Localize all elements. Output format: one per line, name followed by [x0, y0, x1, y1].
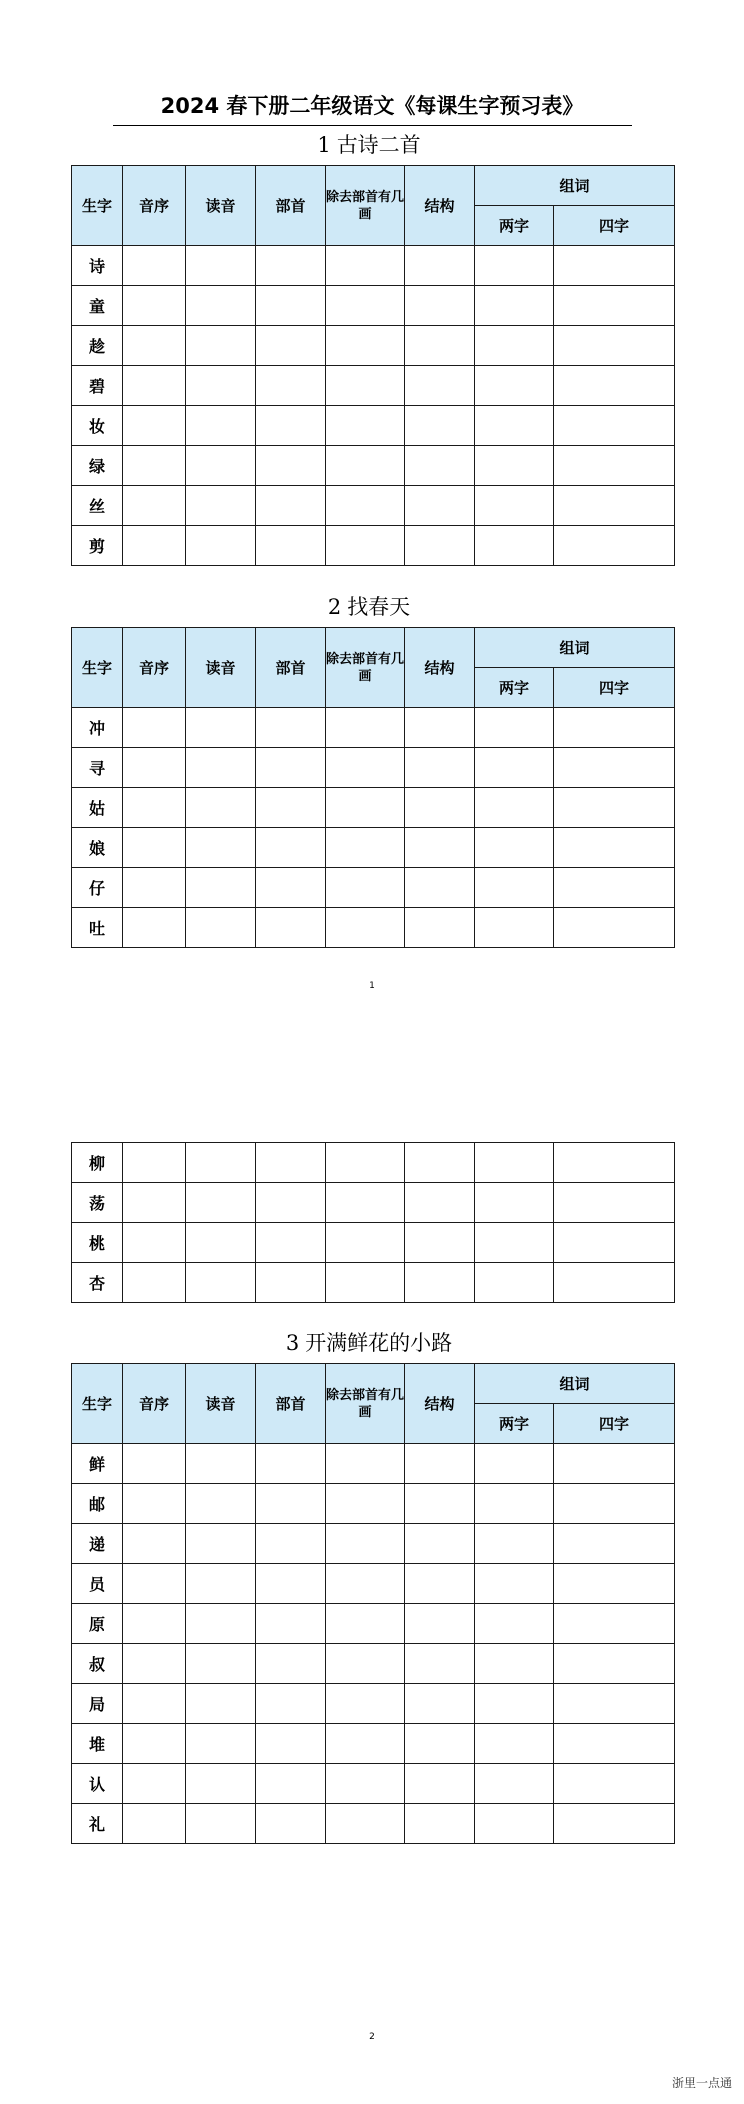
preview-table-1 [71, 165, 675, 566]
table-row [72, 1484, 675, 1524]
header-reading: 读音 [186, 628, 256, 708]
header-char: 生字 [72, 628, 123, 708]
table-row [72, 1564, 675, 1604]
char-cell: 诗 [72, 246, 123, 286]
header-four-char: 四字 [554, 1404, 675, 1444]
header-radical: 部首 [256, 1364, 326, 1444]
table-row [72, 788, 675, 828]
header-strokes: 除去部首有几画 [326, 1364, 405, 1444]
section-number: 3 [285, 1331, 300, 1355]
header-structure: 结构 [405, 166, 475, 246]
char-cell: 吐 [72, 908, 123, 948]
char-cell: 叔 [72, 1644, 123, 1684]
char-cell: 妆 [72, 406, 123, 446]
header-words: 组词 [475, 628, 675, 668]
section-number: 1 [317, 133, 331, 157]
table-row [72, 1764, 675, 1804]
table-row [72, 1223, 675, 1263]
table-row [72, 1644, 675, 1684]
char-cell: 姑 [72, 788, 123, 828]
header-reading: 读音 [186, 1364, 256, 1444]
table-row [72, 868, 675, 908]
table-row [72, 1263, 675, 1303]
char-cell: 局 [72, 1684, 123, 1724]
preview-table-2 [71, 627, 675, 948]
char-cell: 寻 [72, 748, 123, 788]
header-words: 组词 [475, 166, 675, 206]
section-name: 找春天 [347, 595, 411, 619]
table-row [72, 446, 675, 486]
table-row [72, 1684, 675, 1724]
page-number: 2 [369, 2032, 375, 2042]
header-sound-order: 音序 [123, 166, 186, 246]
header-char: 生字 [72, 166, 123, 246]
char-cell: 碧 [72, 366, 123, 406]
char-cell: 冲 [72, 708, 123, 748]
table-row [72, 1804, 675, 1844]
char-cell: 柳 [72, 1143, 123, 1183]
char-cell: 员 [72, 1564, 123, 1604]
char-cell: 娘 [72, 828, 123, 868]
char-cell: 趁 [72, 326, 123, 366]
section-3-title [0, 1330, 744, 1356]
section-1-title [0, 132, 744, 158]
header-reading: 读音 [186, 166, 256, 246]
table-row [72, 326, 675, 366]
page-number: 1 [369, 981, 375, 991]
table-row [72, 366, 675, 406]
header-radical: 部首 [256, 166, 326, 246]
char-cell: 礼 [72, 1804, 123, 1844]
char-cell: 杏 [72, 1263, 123, 1303]
table-row [72, 1143, 675, 1183]
char-cell: 桃 [72, 1223, 123, 1263]
table-row [72, 828, 675, 868]
header-four-char: 四字 [554, 668, 675, 708]
header-char: 生字 [72, 1364, 123, 1444]
char-cell: 荡 [72, 1183, 123, 1223]
header-structure: 结构 [405, 628, 475, 708]
table-row [72, 486, 675, 526]
table-row [72, 246, 675, 286]
watermark: 浙里一点通 [671, 2076, 732, 2090]
section-2-title [0, 594, 744, 620]
char-cell: 绿 [72, 446, 123, 486]
document-title: 2024 春下册二年级语文《每课生字预习表》 [160, 94, 584, 118]
char-cell: 仔 [72, 868, 123, 908]
char-cell: 堆 [72, 1724, 123, 1764]
header-sound-order: 音序 [123, 628, 186, 708]
table-row [72, 1724, 675, 1764]
header-two-char: 两字 [475, 668, 554, 708]
char-cell: 剪 [72, 526, 123, 566]
header-words: 组词 [475, 1364, 675, 1404]
table-row [72, 1524, 675, 1564]
table-row [72, 748, 675, 788]
char-cell: 鲜 [72, 1444, 123, 1484]
preview-table-3 [71, 1363, 675, 1844]
header-four-char: 四字 [554, 206, 675, 246]
section-name: 古诗二首 [336, 133, 421, 157]
header-strokes: 除去部首有几画 [326, 628, 405, 708]
table-row [72, 526, 675, 566]
header-structure: 结构 [405, 1364, 475, 1444]
table-row [72, 286, 675, 326]
table-row [72, 406, 675, 446]
char-cell: 认 [72, 1764, 123, 1804]
table-row [72, 708, 675, 748]
header-two-char: 两字 [475, 206, 554, 246]
table-row [72, 1183, 675, 1223]
header-strokes: 除去部首有几画 [326, 166, 405, 246]
char-cell: 丝 [72, 486, 123, 526]
header-two-char: 两字 [475, 1404, 554, 1444]
section-number: 2 [327, 595, 342, 619]
section-name: 开满鲜花的小路 [305, 1331, 453, 1355]
char-cell: 递 [72, 1524, 123, 1564]
header-radical: 部首 [256, 628, 326, 708]
table-row [72, 1604, 675, 1644]
table-row [72, 908, 675, 948]
header-sound-order: 音序 [123, 1364, 186, 1444]
char-cell: 邮 [72, 1484, 123, 1524]
char-cell: 原 [72, 1604, 123, 1644]
table-row [72, 1444, 675, 1484]
char-cell: 童 [72, 286, 123, 326]
title-underline [113, 125, 632, 126]
preview-table-2-continued [71, 1142, 675, 1303]
